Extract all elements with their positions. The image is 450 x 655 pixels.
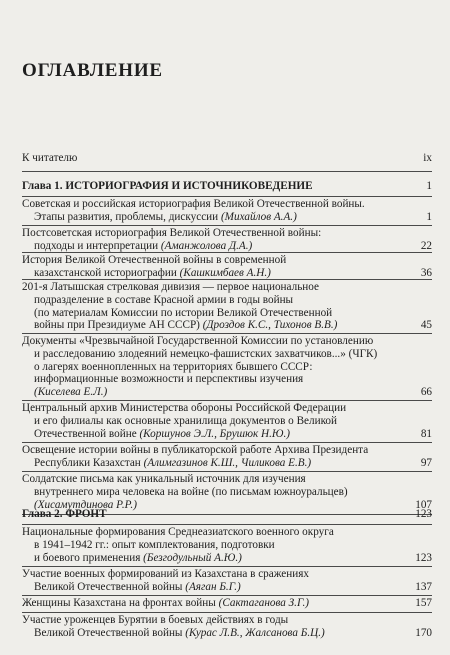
page-number: 1 (426, 210, 432, 223)
divider (22, 566, 432, 567)
toc-entry (22, 198, 432, 224)
entry-line: Участие уроженцев Бурятии в боевых действиях в годы (22, 614, 289, 626)
entry-line: Участие военных формирований из Казахстана в сражениях (22, 568, 309, 580)
toc-entry (22, 614, 432, 640)
entry-line: и расследованию злодеяний немецко-фашистских захватчиков...» (ЧГК) (34, 347, 378, 360)
divider (22, 400, 432, 401)
chapter-label: Глава 2. ФРОНТ (22, 508, 107, 520)
divider (22, 524, 432, 525)
entry-author: (Курас Л.В., Жалсанова Б.Ц.) (185, 626, 325, 639)
entry-author: (Аманжолова Д.А.) (160, 239, 253, 252)
divider (22, 471, 432, 472)
toc-entry (22, 254, 432, 280)
entry-line: и его филиалы как основные хранилища документов о Великой (34, 414, 338, 427)
entry-line: 201-я Латышская стрелковая дивизия — первое национальное (22, 281, 319, 293)
entry-label: К читателю (22, 152, 78, 164)
page-number: 81 (420, 427, 432, 440)
entry-author: (Сактаганова З.Г.) (218, 597, 310, 609)
page-number: 107 (415, 498, 432, 511)
entry-line: История Великой Отечественной войны в современной (22, 254, 287, 266)
entry-author: (Дроздов К.С., Тихонов В.В.) (202, 319, 338, 332)
entry-line: подходы и интерпретации (34, 239, 161, 252)
page-number: 66 (420, 386, 432, 399)
page-number: 45 (420, 319, 432, 332)
page-number: 137 (415, 580, 432, 593)
entry-author: (Киселева Е.Л.) (34, 386, 108, 399)
divider (22, 612, 432, 613)
toc-entry (22, 526, 432, 564)
page-number: 36 (420, 266, 432, 279)
toc-entry (22, 444, 432, 470)
entry-line: внутреннего мира человека на войне (по письмам южноуральцев) (34, 485, 348, 498)
toc-entry (22, 281, 432, 332)
toc-entry (22, 227, 432, 253)
divider (22, 595, 432, 596)
entry-line: Великой Отечественной войны (34, 626, 186, 639)
divider (22, 442, 432, 443)
entry-line: Республики Казахстан (34, 456, 144, 469)
entry-line: о лагерях военнопленных на территориях бывшего СССР: (34, 360, 313, 373)
chapter-label: Глава 1. ИСТОРИОГРАФИЯ И ИСТОЧНИКОВЕДЕНИЕ (22, 180, 313, 192)
entry-line: Центральный архив Министерства обороны Российской Федерации (22, 402, 347, 414)
page-title: ОГЛАВЛЕНИЕ (22, 60, 163, 81)
entry-line: подразделение в составе Красной армии в годы войны (34, 293, 294, 306)
entry-author: (Аяган Б.Г.) (185, 580, 241, 593)
page-number: 123 (415, 551, 432, 564)
toc-entry (22, 473, 432, 511)
entry-author: (Кашкимбаев А.Н.) (179, 266, 271, 279)
page-number: ix (423, 152, 432, 164)
entry-line: Этапы развития, проблемы, дискуссии (34, 210, 221, 223)
toc-entry (22, 402, 432, 440)
entry-line: информационные возможности и перспективы изучения (34, 373, 304, 386)
divider (22, 171, 432, 172)
entry-line: Национальные формирования Среднеазиатского военного округа (22, 526, 334, 538)
divider (22, 333, 432, 334)
toc-entry (22, 568, 432, 594)
entry-author: (Алимгазинов К.Ш., Чиликова Е.В.) (143, 456, 312, 469)
entry-author: (Коршунов Э.Л., Брушюк Н.Ю.) (139, 427, 290, 440)
toc-entry (22, 597, 432, 610)
divider (22, 225, 432, 226)
page-number: 123 (415, 508, 432, 520)
entry-line: в 1941–1942 гг.: опыт комплектования, подготовки (34, 538, 275, 551)
divider (22, 279, 432, 280)
entry-author: (Безгодульный А.Ю.) (143, 551, 242, 564)
page-number: 170 (415, 626, 432, 639)
chapter-heading (22, 508, 432, 521)
divider (22, 196, 432, 197)
chapter-heading (22, 180, 432, 193)
entry-line: войны при Президиуме АН СССР) (34, 319, 203, 332)
entry-line: Освещение истории войны в публикаторской работе Архива Президента (22, 444, 369, 456)
entry-line: (по материалам Комиссии по истории Великой Отечественной (34, 306, 333, 319)
divider (22, 252, 432, 253)
entry-line: Женщины Казахстана на фронтах войны (22, 597, 219, 609)
entry-line: Советская и российская историография Великой Отечественной войны. (22, 198, 365, 210)
entry-line: Отечественной войне (34, 427, 140, 440)
entry-author: (Хисамутдинова Р.Р.) (34, 498, 137, 511)
entry-line: Документы «Чрезвычайной Государственной Комиссии по установлению (22, 335, 374, 347)
entry-line: Постсоветская историография Великой Отечественной войны: (22, 227, 322, 239)
page-number: 157 (415, 597, 432, 609)
entry-author: (Михайлов А.А.) (220, 210, 297, 223)
toc-entry (22, 335, 432, 399)
toc-entry-foreword (22, 152, 432, 165)
page-number: 97 (420, 456, 432, 469)
entry-line: Великой Отечественной войны (34, 580, 186, 593)
entry-line: казахстанской историографии (34, 266, 180, 279)
page-number: 1 (426, 180, 432, 192)
entry-line: Солдатские письма как уникальный источник для изучения (22, 473, 306, 485)
page-number: 22 (420, 239, 432, 252)
entry-line: и боевого применения (34, 551, 144, 564)
